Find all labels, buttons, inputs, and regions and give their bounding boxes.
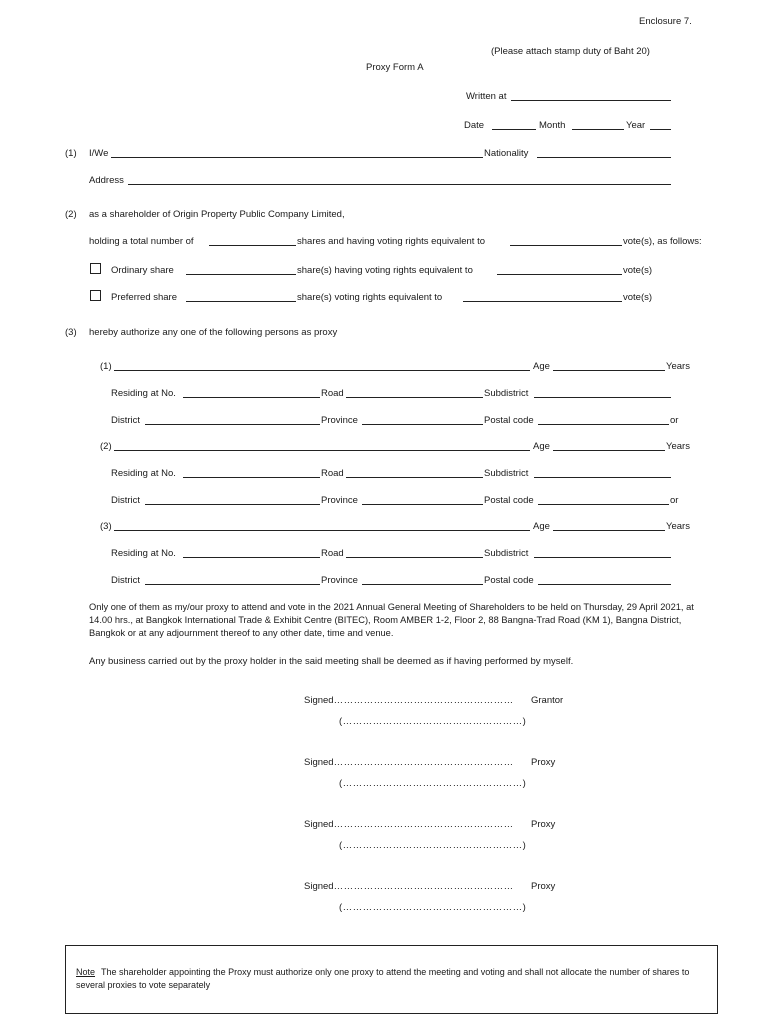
proxy-3-road-field[interactable] (346, 557, 483, 558)
ordinary-votes-field[interactable] (497, 274, 622, 275)
proxy-1-road-field[interactable] (346, 397, 483, 398)
iwe-label: I/We (89, 148, 109, 159)
signature-line (304, 757, 514, 769)
month-label: Month (539, 120, 566, 131)
preferred-shares-field[interactable] (186, 301, 296, 302)
proxy-number: (3) (100, 521, 112, 532)
proxy-3-province-field[interactable] (362, 584, 483, 585)
shares-voting-label: shares and having voting rights equivalent to (297, 236, 486, 247)
year-label: Year (626, 120, 646, 131)
note-text: The shareholder appointing the Proxy must authorize only one proxy to attend the meeting and voting and shall not allocate the number of shares to several proxies to vote separately (76, 967, 690, 990)
road-label: Road (321, 468, 344, 479)
note-box (65, 945, 718, 1014)
age-label: Age (533, 361, 550, 372)
signatory-role: Proxy (531, 757, 556, 768)
enclosure-label: Enclosure 7. (639, 16, 692, 27)
signed-label: Signed (304, 881, 334, 892)
preferred-share-label: Preferred share (111, 292, 178, 303)
ordinary-shares-voting-label: share(s) having voting rights equivalent to (297, 265, 473, 276)
preferred-shares-voting-label: share(s) voting rights equivalent to (297, 292, 443, 303)
years-label: Years (666, 441, 690, 452)
proxy-1-age-field[interactable] (553, 370, 665, 371)
printed-name-field[interactable]: (………………………………………………) (339, 778, 527, 789)
age-label: Age (533, 521, 550, 532)
proxy-2-name-field[interactable] (114, 450, 530, 451)
note-label: Note (76, 967, 96, 977)
or-label: or (670, 415, 679, 426)
year-field[interactable] (650, 129, 671, 130)
subdistrict-label: Subdistrict (484, 388, 529, 399)
years-label: Years (666, 521, 690, 532)
ordinary-shares-field[interactable] (186, 274, 296, 275)
stamp-duty-note: (Please attach stamp duty of Baht 20) (491, 46, 650, 57)
preferred-votes-field[interactable] (463, 301, 622, 302)
date-field[interactable] (492, 129, 536, 130)
province-label: Province (321, 575, 358, 586)
postal-code-label: Postal code (484, 575, 534, 586)
proxy-1-name-field[interactable] (114, 370, 530, 371)
signed-label: Signed (304, 757, 334, 768)
printed-name-field[interactable]: (………………………………………………) (339, 902, 527, 913)
proxy-3-district-field[interactable] (145, 584, 320, 585)
residing-label: Residing at No. (111, 468, 176, 479)
proxy-number: (2) (100, 441, 112, 452)
postal-code-label: Postal code (484, 495, 534, 506)
printed-name-field[interactable]: (………………………………………………) (339, 716, 527, 727)
residing-label: Residing at No. (111, 388, 176, 399)
proxy-3-age-field[interactable] (553, 530, 665, 531)
business-paragraph: Any business carried out by the proxy holder in the said meeting shall be deemed as if having performed by myself. (89, 656, 574, 667)
district-label: District (111, 415, 141, 426)
month-field[interactable] (572, 129, 624, 130)
preferred-share-checkbox[interactable] (90, 290, 101, 301)
road-label: Road (321, 388, 344, 399)
signature-line (304, 881, 514, 893)
age-label: Age (533, 441, 550, 452)
company-name: Origin Property Public Company Limited, (172, 209, 345, 220)
proxy-2-province-field[interactable] (362, 504, 483, 505)
road-label: Road (321, 548, 344, 559)
proxy-3-house-no-field[interactable] (183, 557, 320, 558)
years-label: Years (666, 361, 690, 372)
proxy-3-name-field[interactable] (114, 530, 530, 531)
proxy-2-postal-field[interactable] (538, 504, 669, 505)
section-1-number: (1) (65, 148, 77, 159)
proxy-3-subdistrict-field[interactable] (534, 557, 671, 558)
votes-as-follows-label: vote(s), as follows: (623, 236, 702, 247)
form-title: Proxy Form A (366, 62, 424, 73)
signature-field[interactable]: ……………………………………………… (333, 695, 514, 706)
section-2-number: (2) (65, 209, 77, 220)
authorize-text: hereby authorize any one of the following persons as proxy (89, 327, 338, 338)
proxy-1-subdistrict-field[interactable] (534, 397, 671, 398)
signed-label: Signed (304, 695, 334, 706)
ordinary-share-checkbox[interactable] (90, 263, 101, 274)
address-field[interactable] (128, 184, 671, 185)
printed-name-field[interactable]: (………………………………………………) (339, 840, 527, 851)
shareholder-statement (89, 209, 345, 221)
proxy-2-road-field[interactable] (346, 477, 483, 478)
signatory-role: Proxy (531, 819, 556, 830)
signature-line (304, 695, 514, 707)
ordinary-votes-label: vote(s) (623, 265, 653, 276)
signatory-role: Grantor (531, 695, 564, 706)
section-3-number: (3) (65, 327, 77, 338)
subdistrict-label: Subdistrict (484, 548, 529, 559)
nationality-label: Nationality (484, 148, 529, 159)
district-label: District (111, 575, 141, 586)
signature-field[interactable]: ……………………………………………… (333, 757, 514, 768)
shareholder-prefix: as a shareholder of (89, 209, 171, 220)
proxy-1-postal-field[interactable] (538, 424, 669, 425)
address-label: Address (89, 175, 124, 186)
iwe-field[interactable] (111, 157, 483, 158)
subdistrict-label: Subdistrict (484, 468, 529, 479)
proxy-1-province-field[interactable] (362, 424, 483, 425)
total-votes-field[interactable] (510, 245, 622, 246)
district-label: District (111, 495, 141, 506)
signature-field[interactable]: ……………………………………………… (333, 819, 514, 830)
total-shares-field[interactable] (209, 245, 296, 246)
preferred-votes-label: vote(s) (623, 292, 653, 303)
proxy-2-subdistrict-field[interactable] (534, 477, 671, 478)
date-label: Date (464, 120, 485, 131)
proxy-2-district-field[interactable] (145, 504, 320, 505)
signature-line (304, 819, 514, 831)
signed-label: Signed (304, 819, 334, 830)
holding-label: holding a total number of (89, 236, 194, 247)
proxy-number: (1) (100, 361, 112, 372)
proxy-1-house-no-field[interactable] (183, 397, 320, 398)
or-label: or (670, 495, 679, 506)
ordinary-share-label: Ordinary share (111, 265, 174, 276)
proxy-1-district-field[interactable] (145, 424, 320, 425)
province-label: Province (321, 495, 358, 506)
postal-code-label: Postal code (484, 415, 534, 426)
written-at-label: Written at (466, 91, 507, 102)
province-label: Province (321, 415, 358, 426)
written-at-field[interactable] (511, 100, 671, 101)
nationality-field[interactable] (537, 157, 671, 158)
proxy-3-postal-field[interactable] (538, 584, 671, 585)
proxy-2-house-no-field[interactable] (183, 477, 320, 478)
meeting-paragraph: Only one of them as my/our proxy to attend and vote in the 2021 Annual General Meeting of Shareholders to be held on Thursday, 29 April 2021, at 14.00 hrs., at Bangkok International Trade & Exhibit Centre (BITEC), Room AMBER 1-2, Floor 2, 88 Bangna-Trad Road (KM 1), Bangna District, Bangkok or at any adjournment thereof to any other date, time and venue. (89, 602, 694, 638)
signatory-role: Proxy (531, 881, 556, 892)
note-content (76, 966, 706, 992)
residing-label: Residing at No. (111, 548, 176, 559)
proxy-2-age-field[interactable] (553, 450, 665, 451)
signature-field[interactable]: ……………………………………………… (333, 881, 514, 892)
